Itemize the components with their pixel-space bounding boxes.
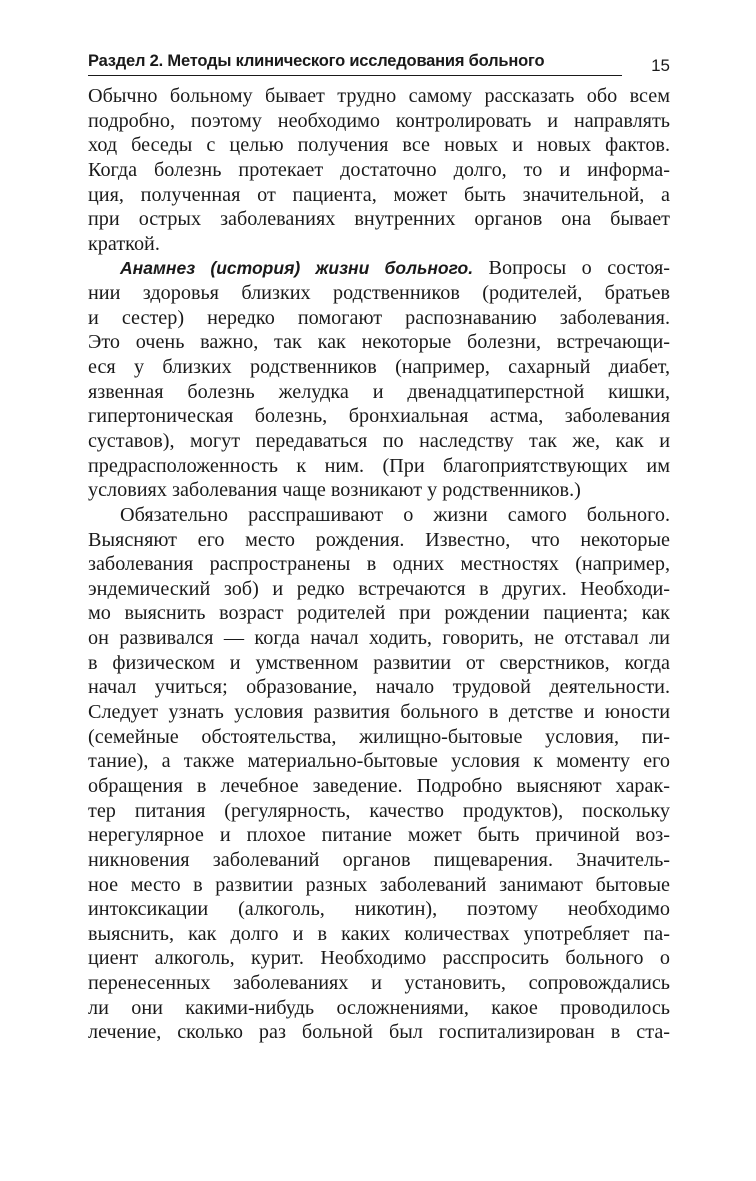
text-line: ли они какими-нибудь осложнениями, какое проводилось [88, 996, 670, 1019]
text-line: Выясняют его место рождения. Известно, что некоторые [88, 528, 670, 551]
text-line: подробно, поэтому необходимо контролировать и направлять [88, 109, 670, 132]
text-line: ция, полученная от пациента, может быть значительной, а [88, 183, 670, 206]
text-line: еся у близких родственников (например, сахарный диабет, [88, 356, 670, 379]
text-line: лечение, сколько раз больной был госпитализирован в ста- [88, 1021, 670, 1044]
text-line [88, 256, 670, 281]
text-line: Обязательно расспрашивают о жизни самого больного. [120, 503, 670, 526]
text-line: мо выяснить возраст родителей при рождении пациента; как [88, 602, 670, 625]
section-title: Раздел 2. Методы клинического исследования больного [88, 52, 545, 70]
paragraph-1 [88, 84, 670, 256]
text-line: в физическом и умственном развитии от сверстников, когда [88, 651, 670, 674]
text-line: начал учиться; образование, начало трудовой деятельности. [88, 676, 670, 699]
text-line: предрасположенность к ним. (При благоприятствующих им [88, 454, 670, 477]
text-line: условиях заболевания чаще возникают у родственников.) [88, 479, 581, 502]
text-line: Когда болезнь протекает достаточно долго, то и информа- [88, 158, 670, 181]
running-header [88, 52, 670, 80]
text-line: Следует узнать условия развития больного в детстве и юности [88, 701, 670, 724]
text-line: тание), а также материально-бытовые условия к моменту его [88, 750, 670, 773]
text-line: Это очень важно, так как некоторые болезни, встречающи- [88, 331, 670, 354]
page-number: 15 [651, 56, 670, 75]
first-line-rest: Вопросы о состоя- [473, 257, 670, 280]
text-line: интоксикации (алкоголь, никотин), поэтому необходимо [88, 898, 670, 921]
text-line: суставов), могут передаваться по наследству так же, как и [88, 429, 670, 452]
text-line: ное место в развитии разных заболеваний занимают бытовые [88, 873, 670, 896]
text-line: Обычно больному бывает трудно самому рассказать обо всем [88, 85, 670, 107]
text-line: при острых заболеваниях внутренних органов она бывает [88, 208, 670, 231]
run-in-heading: Анамнез (история) жизни больного. [120, 258, 474, 279]
body-text [88, 84, 670, 1045]
text-line: краткой. [88, 232, 160, 255]
text-line: перенесенных заболеваниях и установить, сопровождались [88, 972, 670, 995]
text-line: заболевания распространены в одних местностях (например, [88, 553, 670, 576]
text-line: ход беседы с целью получения все новых и новых фактов. [88, 134, 670, 157]
text-line: он развивался — когда начал ходить, говорить, не отставал ли [88, 627, 670, 650]
text-line: нии здоровья близких родственников (родителей, братьев [88, 282, 670, 305]
text-line: тер питания (регулярность, качество продуктов), поскольку [88, 799, 670, 822]
text-line: выяснить, как долго и в каких количествах употребляет па- [88, 922, 670, 945]
text-line: нерегулярное и плохое питание может быть причиной воз- [88, 824, 670, 847]
text-line: циент алкоголь, курит. Необходимо расспросить больного о [88, 947, 670, 970]
text-line: язвенная болезнь желудка и двенадцатиперстной кишки, [88, 380, 670, 403]
header-rule [88, 75, 622, 76]
text-line: и сестер) нередко помогают распознаванию заболевания. [88, 306, 670, 329]
text-line: никновения заболеваний органов пищеварения. Значитель- [88, 848, 670, 871]
paragraph-2 [88, 256, 670, 502]
text-line: гипертоническая болезнь, бронхиальная астма, заболевания [88, 405, 670, 428]
paragraph-3 [88, 503, 670, 1045]
text-line: обращения в лечебное заведение. Подробно выясняют харак- [88, 774, 670, 797]
text-line: (семейные обстоятельства, жилищно-бытовые условия, пи- [88, 725, 670, 748]
text-line: эндемический зоб) и редко встречаются в других. Необходи- [88, 577, 670, 600]
